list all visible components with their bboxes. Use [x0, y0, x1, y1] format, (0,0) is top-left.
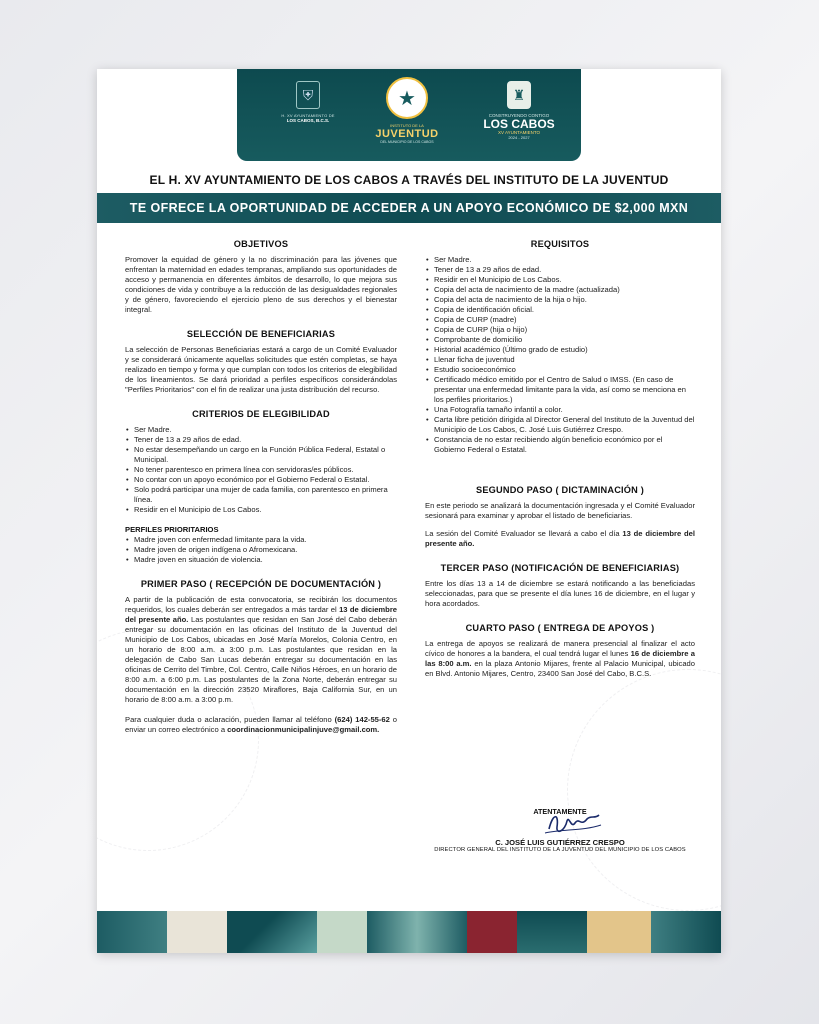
contact-text-b: o enviar un correo electrónico a — [125, 715, 398, 734]
footer-tile — [517, 911, 587, 953]
left-column — [125, 239, 397, 735]
tercer-paso-text: Entre los días 13 a 14 de diciembre se estará notificando a las beneficiadas seleccionadas, para que se presente el día lunes 16 de diciembre, en el lugar y hora acordados. — [425, 579, 695, 608]
logo-mid-line3: DEL MUNICIPIO DE LOS CABOS — [380, 140, 434, 144]
footer-tile — [227, 911, 317, 953]
footer-tile — [317, 911, 367, 953]
primer-paso-text-b: Las postulantes que residan en San José del Cabo deberán entregar su documentación en las oficinas del Instituto de la Juventud del Municipio de Los Cabos, ubicadas en José María Morelos, Colonia Centro, en un horario de 8:00 a.m. a 3:00 p.m. Las postulantes que residan en la delegación de Cabo San Lucas deberán entregar su documentación en las oficinas de Cerrito del Timbre, Col. Centro, Calle Niños Héroes, en un horario de 8:00 a.m. a 6:00 p.m. Las postulantes de la Zona Norte, deberán entregar su documentación en la dirección 23520 Miraflores, Baja California Sur, en un horario de 8:00 a.m. a 3:00 p.m. — [125, 615, 397, 704]
requisitos-list — [425, 255, 695, 455]
footer-decoration — [97, 911, 721, 953]
cuarto-paso-heading: CUARTO PASO ( ENTREGA DE APOYOS ) — [465, 623, 655, 633]
list-item: • Tener de 13 a 29 años de edad. — [434, 265, 695, 275]
list-item: • Ser Madre. — [134, 425, 397, 435]
list-item: • Copia del acta de nacimiento de la madre (actualizada) — [434, 285, 695, 295]
list-item: • Constancia de no estar recibiendo algún beneficio económico por el Gobierno Federal o Estatal. — [434, 435, 695, 455]
objetivos-heading: OBJETIVOS — [233, 239, 289, 249]
shield-icon: ⛨ — [296, 81, 320, 109]
signer-role: DIRECTOR GENERAL DEL INSTITUTO DE LA JUVENTUD DEL MUNICIPIO DE LOS CABOS — [434, 847, 686, 853]
list-item: • No estar desempeñando un cargo en la Función Pública Federal, Estatal o Municipal. — [134, 445, 397, 465]
list-item: • Certificado médico emitido por el Centro de Salud o IMSS. (En caso de presentar una enfermedad limitante para la vida, así como se menciona en los perfiles prioritarios.) — [434, 375, 695, 405]
signature-block — [425, 807, 695, 853]
list-item: • Residir en el Municipio de Los Cabos. — [134, 505, 397, 515]
list-item: • Copia de CURP (hija o hijo) — [434, 325, 695, 335]
list-item: • Madre joven en situación de violencia. — [134, 555, 397, 565]
footer-tile — [587, 911, 651, 953]
watermark-pattern-right — [567, 669, 721, 911]
criterios-heading: CRITERIOS DE ELEGIBILIDAD — [192, 409, 330, 419]
list-item: • Madre joven de origen indígena o Afromexicana. — [134, 545, 397, 555]
list-item: • Solo podrá participar una mujer de cada familia, con parentesco en primera línea. — [134, 485, 397, 505]
footer-tile — [367, 911, 467, 953]
offer-banner: TE OFRECE LA OPORTUNIDAD DE ACCEDER A UN APOYO ECONÓMICO DE $2,000 MXN — [97, 193, 721, 223]
list-item: • Copia de CURP (madre) — [434, 315, 695, 325]
segundo-paso-session-a: La sesión del Comité Evaluador se llevará a cabo el día — [425, 529, 623, 538]
segundo-paso-heading: SEGUNDO PASO ( DICTAMINACIÓN ) — [476, 485, 644, 495]
logo-right-line3: XV AYUNTAMIENTO — [497, 130, 540, 135]
list-item: • Copia del acta de nacimiento de la hija o hijo. — [434, 295, 695, 305]
contact-phone[interactable]: (624) 142-55-62 — [334, 715, 390, 724]
atentamente-label: ATENTAMENTE — [533, 807, 587, 816]
list-item: • Copia de identificación oficial. — [434, 305, 695, 315]
cuarto-paso-text-b: en la plaza Antonio Mijares, frente al Palacio Municipal, ubicado en Blvd. Antonio Mijares, Centro, 23400 San José del Cabo, B.C.S. — [425, 659, 695, 678]
logo-mid-line1: INSTITUTO DE LA — [390, 123, 424, 128]
list-item: • Una Fotografía tamaño infantil a color. — [434, 405, 695, 415]
list-item: • Historial académico (Último grado de estudio) — [434, 345, 695, 355]
requisitos-heading: REQUISITOS — [530, 239, 590, 249]
footer-tile — [167, 911, 227, 953]
footer-tile — [651, 911, 721, 953]
logo-mid-line2: JUVENTUD — [375, 128, 439, 140]
primer-paso-heading: PRIMER PASO ( RECEPCIÓN DE DOCUMENTACIÓN ) — [140, 579, 382, 589]
contact-text-a: Para cualquier duda o aclaración, pueden llamar al teléfono — [125, 715, 335, 724]
objetivos-text: Promover la equidad de género y la no discriminación para las jóvenes que enfrentan la maternidad en edades tempranas, ampliando sus oportunidades de acceso y permanencia en diferentes ámbitos de desarrollo, lo que mejora sus condiciones de vida y contribuye a la reducción de las desigualdades regionales y de género, favoreciendo el ejercicio pleno de sus derechos y el bienestar integral. — [125, 255, 397, 314]
tercer-paso-heading: TERCER PASO (NOTIFICACIÓN DE BENEFICIARIAS) — [440, 563, 680, 573]
cuarto-paso-text-a: La entrega de apoyos se realizará de manera presencial al finalizar el acto cívico de honores a la bandera, el cual tendrá lugar el lunes — [425, 639, 695, 658]
logo-right-line4: 2024 - 2027 — [508, 135, 530, 140]
perfiles-heading: PERFILES PRIORITARIOS — [125, 525, 219, 534]
list-item: • No tener parentesco en primera línea con servidoras/es públicos. — [134, 465, 397, 475]
primer-paso-text — [125, 595, 397, 705]
primer-paso-text-a: A partir de la publicación de esta convocatoria, se recibirán los documentos requeridos, los cuales deberán ser entregados a más tardar el — [125, 595, 397, 614]
cuarto-paso-date: 16 de diciembre a las 8:00 a.m. — [425, 649, 695, 668]
seleccion-heading: SELECCIÓN DE BENEFICIARIAS — [186, 329, 336, 339]
contact-text — [125, 715, 397, 735]
list-item: • Comprobante de domicilio — [434, 335, 695, 345]
list-item: • Ser Madre. — [434, 255, 695, 265]
coat-of-arms-icon: ♜ — [507, 81, 531, 109]
logo-right-line2: LOS CABOS — [483, 117, 555, 131]
list-item: • Carta libre petición dirigida al Director General del Instituto de la Juventud del Municipio de Los Cabos, C. José Luis Gutiérrez Crespo. — [434, 415, 695, 435]
right-column — [425, 239, 695, 679]
list-item: • No contar con un apoyo económico por el Gobierno Federal o Estatal. — [134, 475, 397, 485]
signature-scribble — [543, 809, 603, 837]
list-item: • Tener de 13 a 29 años de edad. — [134, 435, 397, 445]
primer-paso-deadline: 13 de diciembre del presente año. — [125, 605, 397, 624]
logo-right-line1: CONSTRUYENDO CONTIGO — [488, 113, 550, 118]
logo-left-line1: H. XV AYUNTAMIENTO DE — [281, 113, 335, 118]
header-band — [237, 69, 581, 161]
signer-name: C. JOSÉ LUIS GUTIÉRREZ CRESPO — [495, 838, 625, 847]
flyer-sheet — [97, 69, 721, 953]
logo-left-line2: LOS CABOS, B.C.S. — [286, 118, 330, 123]
main-title: EL H. XV AYUNTAMIENTO DE LOS CABOS A TRAVÉS DEL INSTITUTO DE LA JUVENTUD — [149, 173, 669, 187]
ayuntamiento-logo — [273, 81, 343, 123]
segundo-paso-session — [425, 529, 695, 549]
criterios-list — [125, 425, 397, 515]
cuarto-paso-text — [425, 639, 695, 679]
perfiles-list — [125, 535, 397, 565]
list-item: • Estudio socioeconómico — [434, 365, 695, 375]
list-item: • Llenar ficha de juventud — [434, 355, 695, 365]
segundo-paso-date: 13 de diciembre del presente año. — [425, 529, 695, 548]
los-cabos-logo — [469, 81, 569, 140]
juventud-logo — [361, 77, 453, 144]
list-item: • Madre joven con enfermedad limitante para la vida. — [134, 535, 397, 545]
list-item: • Residir en el Municipio de Los Cabos. — [434, 275, 695, 285]
footer-tile — [467, 911, 517, 953]
contact-email[interactable]: coordinacionmunicipalinjuve@gmail.com. — [227, 725, 380, 734]
seleccion-text: La selección de Personas Beneficiarias estará a cargo de un Comité Evaluador y se considerará únicamente aquellas solicitudes que estén completas, se haya realizado en tiempo y forma y que cumplan con todos los criterios de elegibilidad de los lineamientos. Se dará prioridad a perfiles específicos considerándolas "Perfiles Prioritarios" con el fin de realizar una justa distribución del recurso. — [125, 345, 397, 394]
segundo-paso-text: En este periodo se analizará la documentación ingresada y el Comité Evaluador sesionará para examinar y aprobar el listado de beneficiarias. — [425, 501, 695, 520]
star-person-icon: ★ — [386, 77, 428, 119]
footer-tile — [97, 911, 167, 953]
